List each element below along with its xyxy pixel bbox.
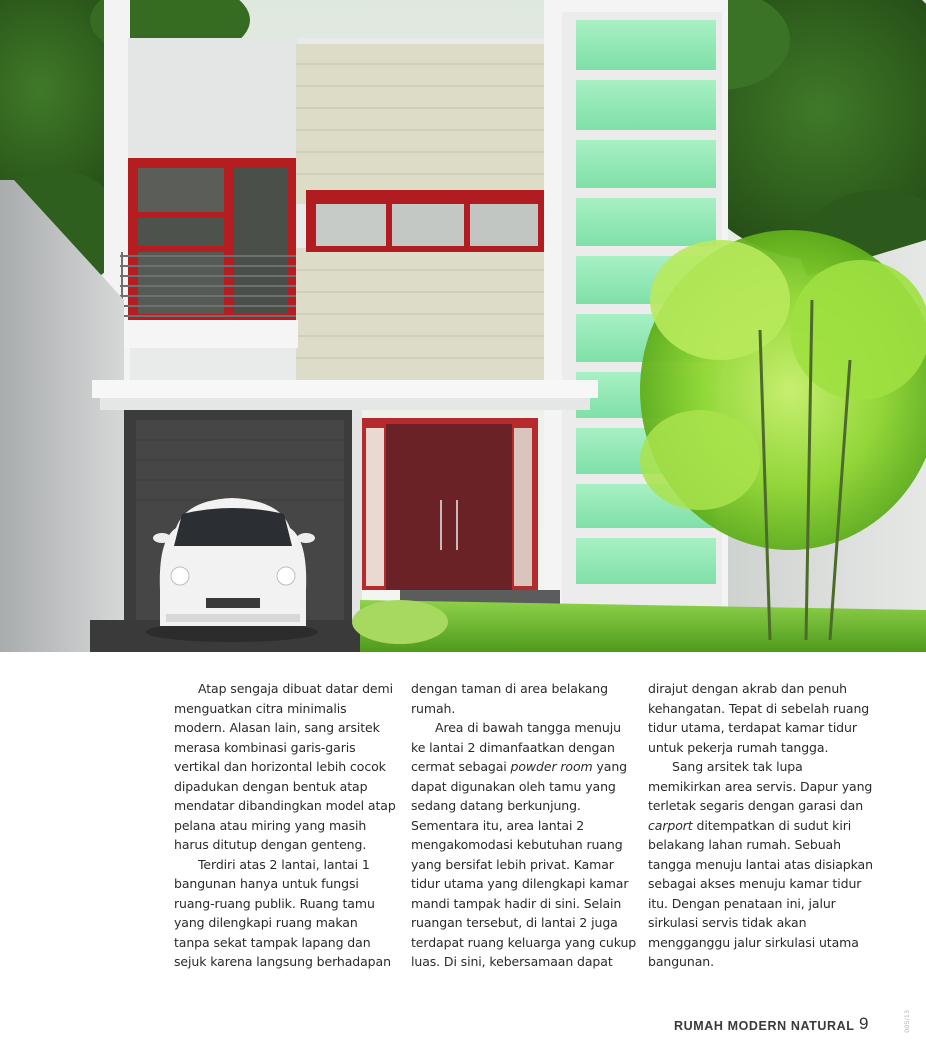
article-column-2	[411, 679, 639, 972]
article-column-3	[648, 679, 874, 972]
red-window-middle	[306, 190, 544, 252]
paragraph-text: dengan taman di area belakang rumah.	[411, 681, 608, 716]
paragraph	[648, 757, 874, 972]
paragraph	[411, 679, 639, 718]
italic-term: carport	[648, 817, 693, 833]
paragraph-text: Area di bawah tangga menuju ke lantai 2 dimanfaatkan dengan cermat sebagai	[411, 720, 621, 774]
paragraph-text: Terdiri atas 2 lantai, lantai 1 bangunan hanya untuk fungsi ruang-ruang publik. Ruang tamu yang dilengkapi ruang makan tanpa sekat tampak lapang dan sejuk karena langsung berhadapan	[174, 856, 391, 969]
paragraph-text: Sang arsitek tak lupa memikirkan area servis. Dapur yang terletak segaris dengan garasi dan	[648, 759, 873, 813]
front-door	[362, 418, 538, 590]
running-footer-title: RUMAH MODERN NATURAL	[674, 1019, 855, 1033]
paragraph-text: Atap sengaja dibuat datar demi menguatkan citra minimalis modern. Alasan lain, sang arsitek merasa kombinasi garis-garis vertikal dan horizontal lebih cocok dipadukan dengan bentuk atap mendatar dibandingkan model atap pelana atau miring yang masih harus ditutup dengan genteng.	[174, 681, 396, 852]
paragraph	[174, 679, 396, 855]
paragraph-text: dirajut dengan akrab dan penuh kehangatan. Tepat di sebelah ruang tidur utama, terdapat kamar tidur untuk pekerja rumah tangga.	[648, 681, 870, 755]
paragraph-text: yang dapat digunakan oleh tamu yang sedang datang berkunjung. Sementara itu, area lantai 2 mengakomodasi kebutuhan ruang yang bersifat lebih privat. Kamar tidur utama yang dilengkapi kamar mandi tampak hadir di sini. Selain ruangan tersebut, di lantai 2 juga terdapat ruang keluarga yang cukup luas. Di sini, kebersamaan dapat	[411, 759, 637, 969]
red-window-balcony	[128, 158, 296, 322]
paragraph	[174, 855, 396, 972]
paragraph	[648, 679, 874, 757]
print-edge-code: 005/13	[903, 1010, 911, 1033]
page-number: 9	[859, 1014, 869, 1033]
paragraph	[411, 718, 639, 972]
paragraph-text: ditempatkan di sudut kiri belakang lahan rumah. Sebuah tangga menuju lantai atas disiapkan sebagai akses menuju kamar tidur itu. Dengan penataan ini, jalur sirkulasi servis tidak akan mengganggu jalur sirkulasi utama bangunan.	[648, 817, 873, 969]
italic-term: powder room	[510, 759, 593, 774]
article-column-1	[174, 679, 396, 972]
